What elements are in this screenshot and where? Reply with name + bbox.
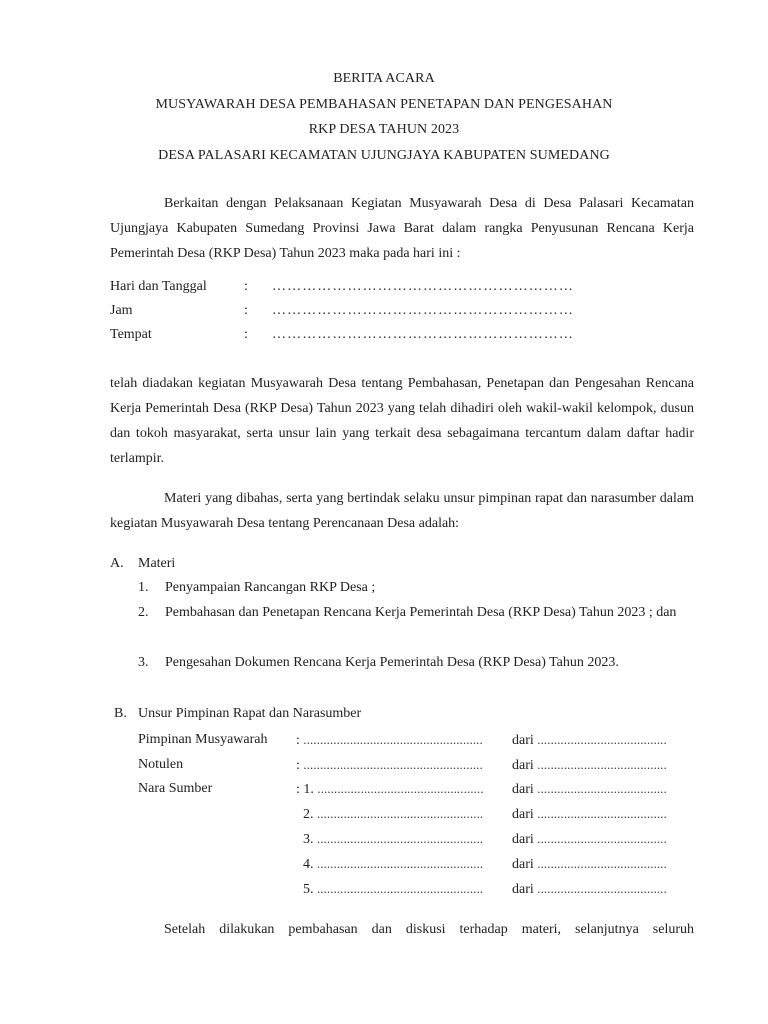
field-colon: : (244, 279, 248, 294)
origin-label: dari (512, 857, 534, 872)
role-label: Nara Sumber (138, 781, 213, 796)
role-label: Pimpinan Musyawarah (138, 732, 268, 747)
section-b-title: Unsur Pimpinan Rapat dan Narasumber (138, 706, 362, 721)
name-blank: ...................................................... (303, 733, 483, 747)
origin-entry (512, 777, 667, 801)
name-blank: .................................................. (317, 857, 484, 871)
entry-prefix: : (296, 733, 304, 748)
origin-entry (512, 753, 667, 777)
entry-prefix: : (296, 758, 304, 773)
document-title (0, 66, 768, 168)
role-entry (296, 728, 483, 752)
origin-blank: ....................................... (537, 758, 667, 772)
list-item-number: 2. (138, 605, 149, 620)
role-entry (303, 827, 483, 851)
name-blank: .................................................. (317, 807, 484, 821)
closing-paragraph: Setelah dilakukan pembahasan dan diskusi terhadap materi, selanjutnya seluruh (164, 922, 694, 937)
origin-label: dari (512, 807, 534, 822)
role-entry (296, 777, 484, 801)
entry-prefix: 3. (303, 832, 317, 847)
role-entry (296, 753, 483, 777)
section-b-letter: B. (114, 706, 127, 721)
field-row-place (110, 323, 710, 347)
list-item-text: Pembahasan dan Penetapan Rencana Kerja Pemerintah Desa (RKP Desa) Tahun 2023 ; dan (165, 605, 677, 620)
name-blank: ...................................................... (303, 758, 483, 772)
field-label: Tempat (110, 327, 152, 342)
list-item-number: 3. (138, 655, 149, 670)
origin-label: dari (512, 758, 534, 773)
role-label: Notulen (138, 757, 184, 772)
meeting-paragraph: telah diadakan kegiatan Musyawarah Desa tentang Pembahasan, Penetapan dan Pengesahan Rencana Kerja Pemerintah Desa (RKP Desa) Tahun 2023 yang telah dihadiri oleh wakil-wakil kelompok, dusun dan tokoh masyarakat, serta unsur lain yang terkait desa sebagaimana tercantum dalam daftar hadir terlampir. (110, 376, 694, 466)
name-blank: .................................................. (317, 882, 484, 896)
field-blank: …………………………………………………… (272, 303, 574, 318)
origin-blank: ....................................... (537, 807, 667, 821)
origin-blank: ....................................... (537, 832, 667, 846)
list-item-number: 1. (138, 580, 149, 595)
field-label: Hari dan Tanggal (110, 279, 207, 294)
field-colon: : (244, 303, 248, 318)
title-line: BERITA ACARA (333, 71, 435, 86)
entry-prefix: 4. (303, 857, 317, 872)
field-blank: …………………………………………………… (272, 327, 574, 342)
origin-entry (512, 728, 667, 752)
section-a-title: Materi (138, 556, 176, 571)
section-a-letter: A. (110, 556, 124, 571)
origin-entry (512, 852, 667, 876)
field-row-time (110, 299, 710, 323)
origin-blank: ....................................... (537, 733, 667, 747)
origin-entry (512, 827, 667, 851)
list-item-text: Penyampaian Rancangan RKP Desa ; (165, 580, 376, 595)
list-item-text: Pengesahan Dokumen Rencana Kerja Pemerintah Desa (RKP Desa) Tahun 2023. (165, 655, 619, 670)
role-entry (303, 802, 483, 826)
origin-blank: ....................................... (537, 882, 667, 896)
entry-prefix: : 1. (296, 782, 318, 797)
entry-prefix: 5. (303, 882, 317, 897)
origin-entry (512, 802, 667, 826)
field-blank: …………………………………………………… (272, 279, 574, 294)
origin-label: dari (512, 882, 534, 897)
role-entry (303, 877, 483, 901)
origin-blank: ....................................... (537, 782, 667, 796)
name-blank: .................................................. (317, 832, 484, 846)
entry-prefix: 2. (303, 807, 317, 822)
intro-paragraph: Berkaitan dengan Pelaksanaan Kegiatan Musyawarah Desa di Desa Palasari Kecamatan Ujungjaya Kabupaten Sumedang Provinsi Jawa Barat dalam rangka Penyusunan Rencana Kerja Pemerintah Desa (RKP Desa) Tahun 2023 maka pada hari ini : (110, 196, 694, 261)
field-colon: : (244, 327, 248, 342)
origin-blank: ....................................... (537, 857, 667, 871)
origin-entry (512, 877, 667, 901)
origin-label: dari (512, 832, 534, 847)
title-line: DESA PALASARI KECAMATAN UJUNGJAYA KABUPATEN SUMEDANG (158, 147, 610, 163)
materials-intro-paragraph: Materi yang dibahas, serta yang bertindak selaku unsur pimpinan rapat dan narasumber dalam kegiatan Musyawarah Desa tentang Perencanaan Desa adalah: (110, 491, 694, 531)
origin-label: dari (512, 782, 534, 797)
field-label: Jam (110, 303, 133, 318)
role-entry (303, 852, 483, 876)
title-line: RKP DESA TAHUN 2023 (308, 122, 460, 138)
origin-label: dari (512, 733, 534, 748)
name-blank: .................................................. (317, 782, 484, 796)
field-row-date (110, 275, 710, 299)
title-line: MUSYAWARAH DESA PEMBAHASAN PENETAPAN DAN PENGESAHAN (155, 96, 613, 112)
